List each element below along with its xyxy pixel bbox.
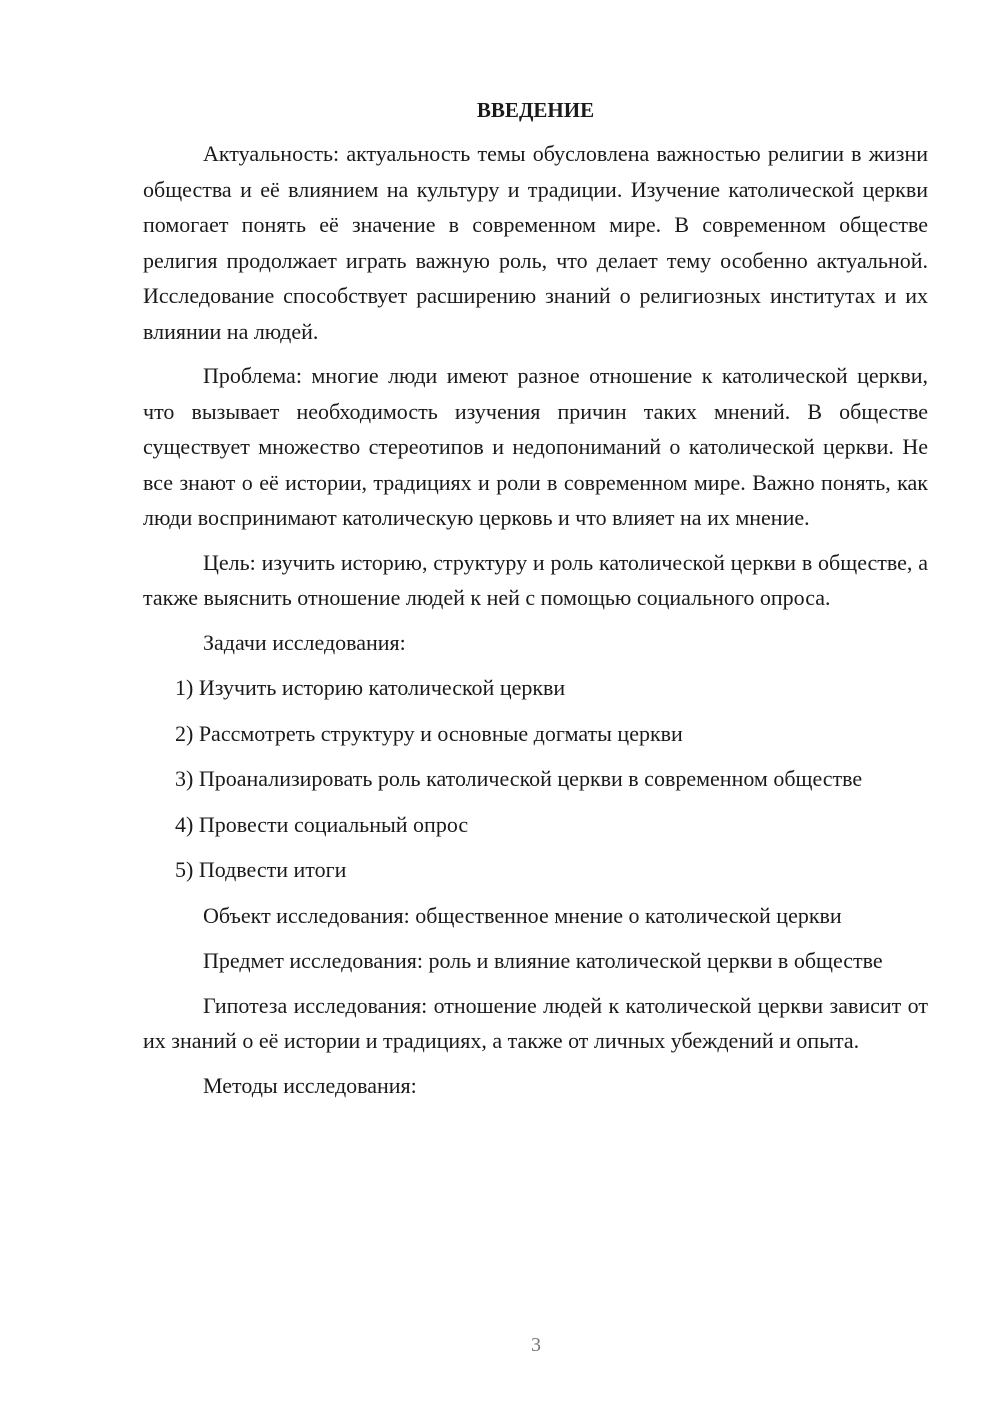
tasks-heading: Задачи исследования: [203, 629, 406, 655]
relevance-paragraph: Актуальность: актуальность темы обусловлена важностью религии в жизни общества и её влиянием на культуру и традиции. Изучение католической церкви помогает понять её значение в современном мире. В современном обществе религия продолжает играть важную роль, что делает тему особенно актуальной. Исследование способствует расширению знаний о религиозных институтах и их влиянии на людей. [143, 141, 928, 344]
object-paragraph: Объект исследования: общественное мнение о католической церкви [203, 902, 842, 928]
task-item: 2) Рассмотреть структуру и основные догматы церкви [175, 720, 683, 746]
document-page [143, 92, 928, 1113]
subject-paragraph: Предмет исследования: роль и влияние католической церкви в обществе [203, 948, 883, 973]
problem-paragraph: Проблема: многие люди имеют разное отношение к католической церкви, что вызывает необходимость изучения причин таких мнений. В обществе существует множество стереотипов и недопониманий о католической церкви. Не все знают о её истории, традициях и роли в современном мире. Важно понять, как люди воспринимают католическую церковь и что влияет на их мнение. [143, 363, 928, 530]
goal-paragraph: Цель: изучить историю, структуру и роль католической церкви в обществе, а также выяснить отношение людей к ней с помощью социального опроса. [143, 549, 928, 610]
task-item: 3) Проанализировать роль католической церкви в современном обществе [175, 766, 863, 791]
task-item: 5) Подвести итоги [175, 857, 347, 882]
task-item: 1) Изучить историю католической церкви [175, 675, 566, 700]
methods-heading: Методы исследования: [203, 1072, 417, 1098]
page-number: 3 [531, 1334, 541, 1356]
document-title: ВВЕДЕНИЕ [476, 98, 595, 122]
task-item: 4) Провести социальный опрос [175, 811, 469, 837]
hypothesis-paragraph: Гипотеза исследования: отношение людей к католической церкви зависит от их знаний о её истории и традициях, а также от личных убеждений и опыта. [143, 992, 928, 1053]
